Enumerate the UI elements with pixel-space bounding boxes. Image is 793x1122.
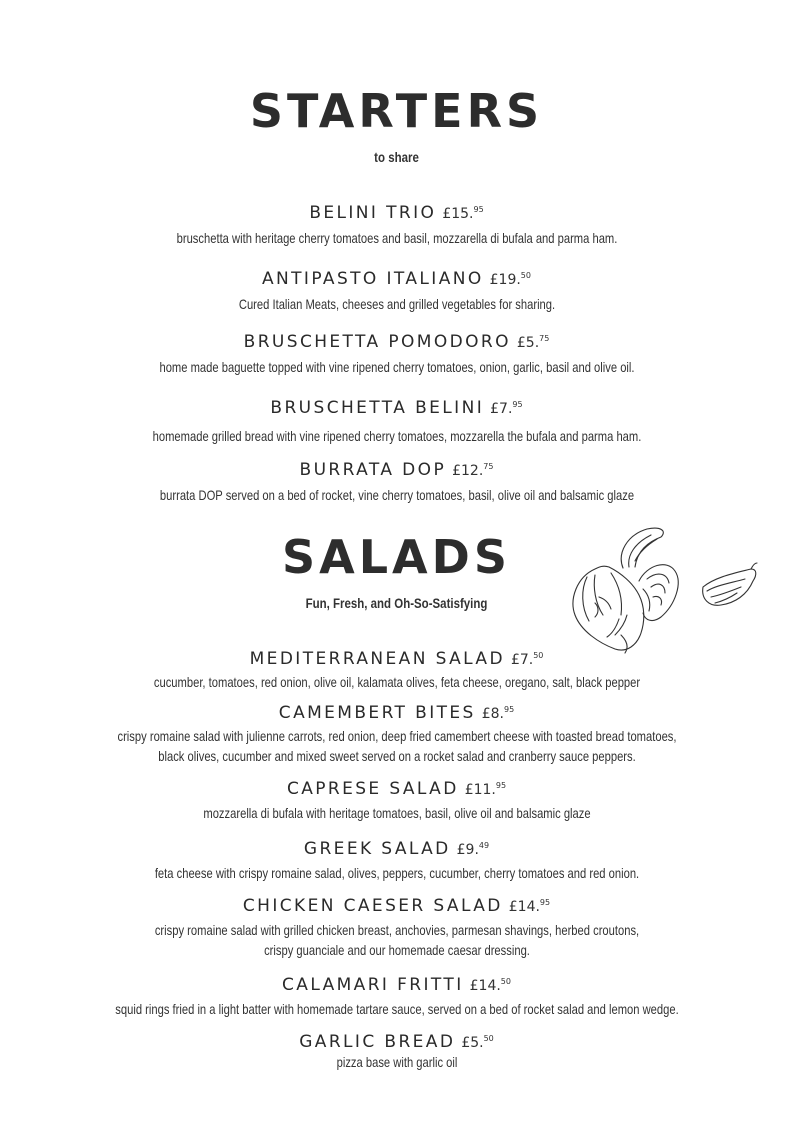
item-name: BRUSCHETTA POMODORO: [243, 332, 511, 352]
price-cents: 95: [504, 705, 515, 714]
item-heading: [270, 400, 522, 417]
price-cents: 49: [478, 841, 490, 850]
item-price: [461, 1035, 493, 1051]
item-heading: [299, 1034, 494, 1051]
menu-item: [0, 649, 793, 692]
item-price: [517, 335, 549, 351]
menu-item: [0, 896, 793, 960]
price-main: £19.: [489, 272, 521, 288]
item-price: [509, 899, 550, 915]
item-heading: [244, 334, 550, 351]
menu-item: [0, 203, 793, 248]
menu-item: [0, 398, 793, 446]
price-cents: 95: [512, 400, 523, 409]
menu-item: [0, 269, 793, 314]
item-heading: [279, 705, 514, 722]
price-cents: 75: [539, 334, 550, 343]
menu-item: [0, 975, 793, 1019]
price-cents: 95: [473, 205, 484, 214]
item-heading: [304, 841, 489, 858]
price-main: £5.: [461, 1035, 484, 1051]
item-name: BURRATA DOP: [299, 460, 447, 480]
price-cents: 75: [483, 462, 494, 471]
item-price: [470, 978, 511, 994]
item-heading: [287, 781, 506, 798]
item-name: GARLIC BREAD: [299, 1032, 456, 1052]
item-description: black olives, cucumber and mixed sweet served on a rocket salad and cranberry sauce peppers.: [158, 748, 636, 764]
salads-subtitle: Fun, Fresh, and Oh-So-Satisfying: [305, 595, 488, 611]
price-main: £9.: [456, 842, 479, 858]
price-cents: 50: [483, 1034, 494, 1043]
item-heading: [243, 898, 550, 915]
price-main: £15.: [442, 206, 474, 222]
item-description: crispy romaine salad with julienne carrots, red onion, deep fried camembert cheese with toasted bread tomatoes,: [117, 728, 677, 744]
item-name: CAMEMBERT BITES: [278, 703, 476, 723]
price-main: £7.: [490, 401, 513, 417]
item-name: BRUSCHETTA BELINI: [270, 398, 485, 418]
item-description: homemade grilled bread with vine ripened cherry tomatoes, mozzarella the bufala and parma ham.: [152, 428, 642, 444]
item-description: mozzarella di bufala with heritage tomatoes, basil, olive oil and balsamic glaze: [203, 805, 591, 821]
price-cents: 50: [533, 651, 544, 660]
salads-title: SALADS: [282, 530, 511, 584]
menu-item: [0, 839, 793, 883]
item-price: [442, 206, 483, 222]
item-heading: [262, 271, 531, 288]
item-description: crispy guanciale and our homemade caesar dressing.: [264, 942, 530, 958]
item-price: [511, 652, 543, 668]
menu-item: [0, 779, 793, 823]
price-main: £5.: [516, 335, 540, 351]
item-name: BELINI TRIO: [309, 203, 437, 223]
price-cents: 50: [520, 271, 531, 280]
item-name: CHICKEN CAESER SALAD: [242, 896, 503, 916]
item-price: [490, 272, 531, 288]
item-price: [452, 463, 493, 479]
item-description: pizza base with garlic oil: [336, 1054, 458, 1070]
item-description: home made baguette topped with vine ripened cherry tomatoes, onion, garlic, basil and olive oil.: [159, 359, 635, 375]
item-name: CALAMARI FRITTI: [282, 975, 464, 995]
starters-title: STARTERS: [249, 84, 544, 138]
price-main: £8.: [481, 706, 504, 722]
menu-item: [0, 1032, 793, 1072]
price-main: £7.: [510, 652, 534, 668]
item-price: [457, 842, 489, 858]
item-price: [482, 706, 514, 722]
starters-subtitle: to share: [374, 149, 419, 165]
price-main: £14.: [508, 899, 540, 915]
price-main: £11.: [464, 782, 496, 798]
menu-item: [0, 703, 793, 766]
menu-item: [0, 332, 793, 377]
garlic-illustration-icon: [565, 525, 760, 655]
price-cents: 50: [500, 977, 511, 986]
item-price: [490, 401, 522, 417]
item-price: [465, 782, 506, 798]
item-name: ANTIPASTO ITALIANO: [262, 269, 484, 289]
item-heading: [309, 205, 483, 222]
item-description: feta cheese with crispy romaine salad, olives, peppers, cucumber, cherry tomatoes and red onion.: [154, 865, 640, 881]
item-description: cucumber, tomatoes, red onion, olive oil, kalamata olives, feta cheese, oregano, salt, black pepper: [153, 674, 641, 690]
item-name: GREEK SALAD: [303, 839, 451, 859]
price-main: £14.: [469, 978, 501, 994]
item-description: bruschetta with heritage cherry tomatoes and basil, mozzarella di bufala and parma ham.: [176, 230, 618, 246]
item-heading: [250, 651, 544, 668]
menu-item: [0, 460, 793, 505]
item-description: squid rings fried in a light batter with homemade tartare sauce, served on a bed of rocket salad and lemon wedge.: [115, 1001, 679, 1017]
item-heading: [282, 977, 511, 994]
price-cents: 95: [495, 781, 507, 790]
item-description: Cured Italian Meats, cheeses and grilled vegetables for sharing.: [238, 296, 556, 312]
price-cents: 95: [539, 898, 551, 907]
item-description: burrata DOP served on a bed of rocket, vine cherry tomatoes, basil, olive oil and balsamic glaze: [159, 487, 635, 503]
item-heading: [300, 462, 494, 479]
item-description: crispy romaine salad with grilled chicken breast, anchovies, parmesan shavings, herbed croutons,: [154, 922, 640, 938]
item-name: CAPRESE SALAD: [286, 779, 459, 799]
item-name: MEDITERRANEAN SALAD: [249, 649, 505, 669]
price-main: £12.: [452, 463, 484, 479]
